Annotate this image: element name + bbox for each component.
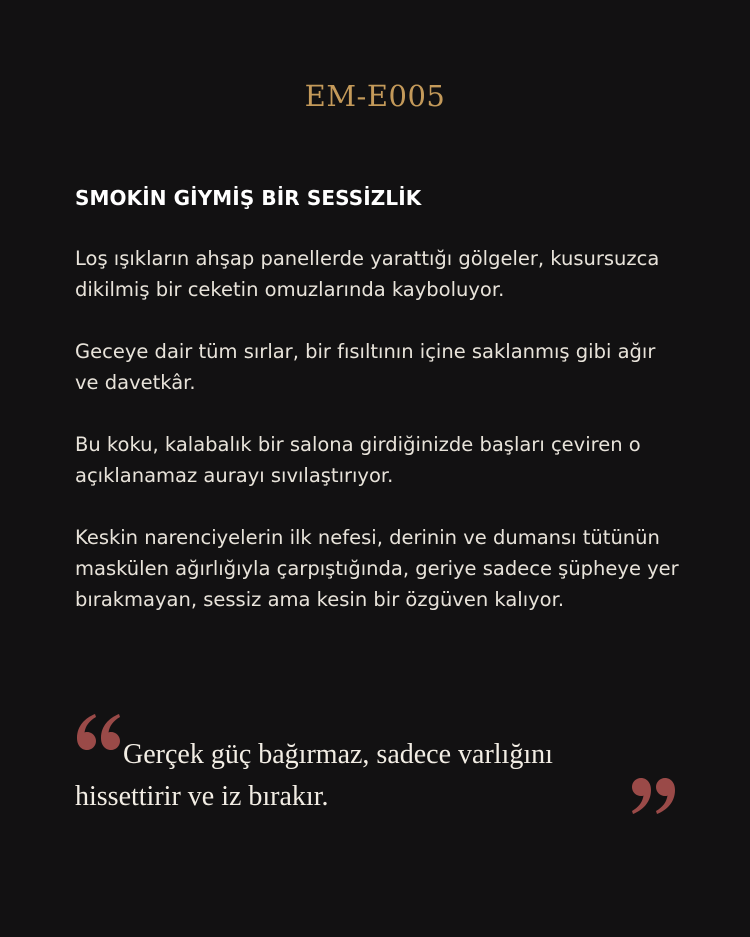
quote-close-icon: [631, 776, 677, 816]
product-code: EM-E005: [304, 79, 446, 113]
paragraph: Loş ışıkların ahşap panellerde yarattığı gölgeler, kusursuzca dikilmiş bir ceketin omuzlarında kayboluyor.: [75, 247, 660, 301]
paragraph: Bu koku, kalabalık bir salona girdiğinizde başları çeviren o açıklanamaz aurayı sıvılaştırıyor.: [75, 433, 641, 487]
heading: SMOKİN GİYMİŞ BİR SESSİZLİK: [75, 186, 422, 210]
quote-text: Gerçek güç bağırmaz, sadece varlığını hissettirir ve iz bırakır.: [75, 739, 553, 812]
paragraph: Geceye dair tüm sırlar, bir fısıltının içine saklanmış gibi ağır ve davetkâr.: [75, 340, 656, 394]
paragraph: Keskin narenciyelerin ilk nefesi, derinin ve dumansı tütünün maskülen ağırlığıyla çarpıştığında, geriye sadece şüpheye yer bırakmayan, sessiz ama kesin bir özgüven kalıyor.: [75, 526, 679, 611]
pull-quote: [75, 712, 680, 822]
description: [75, 183, 685, 646]
